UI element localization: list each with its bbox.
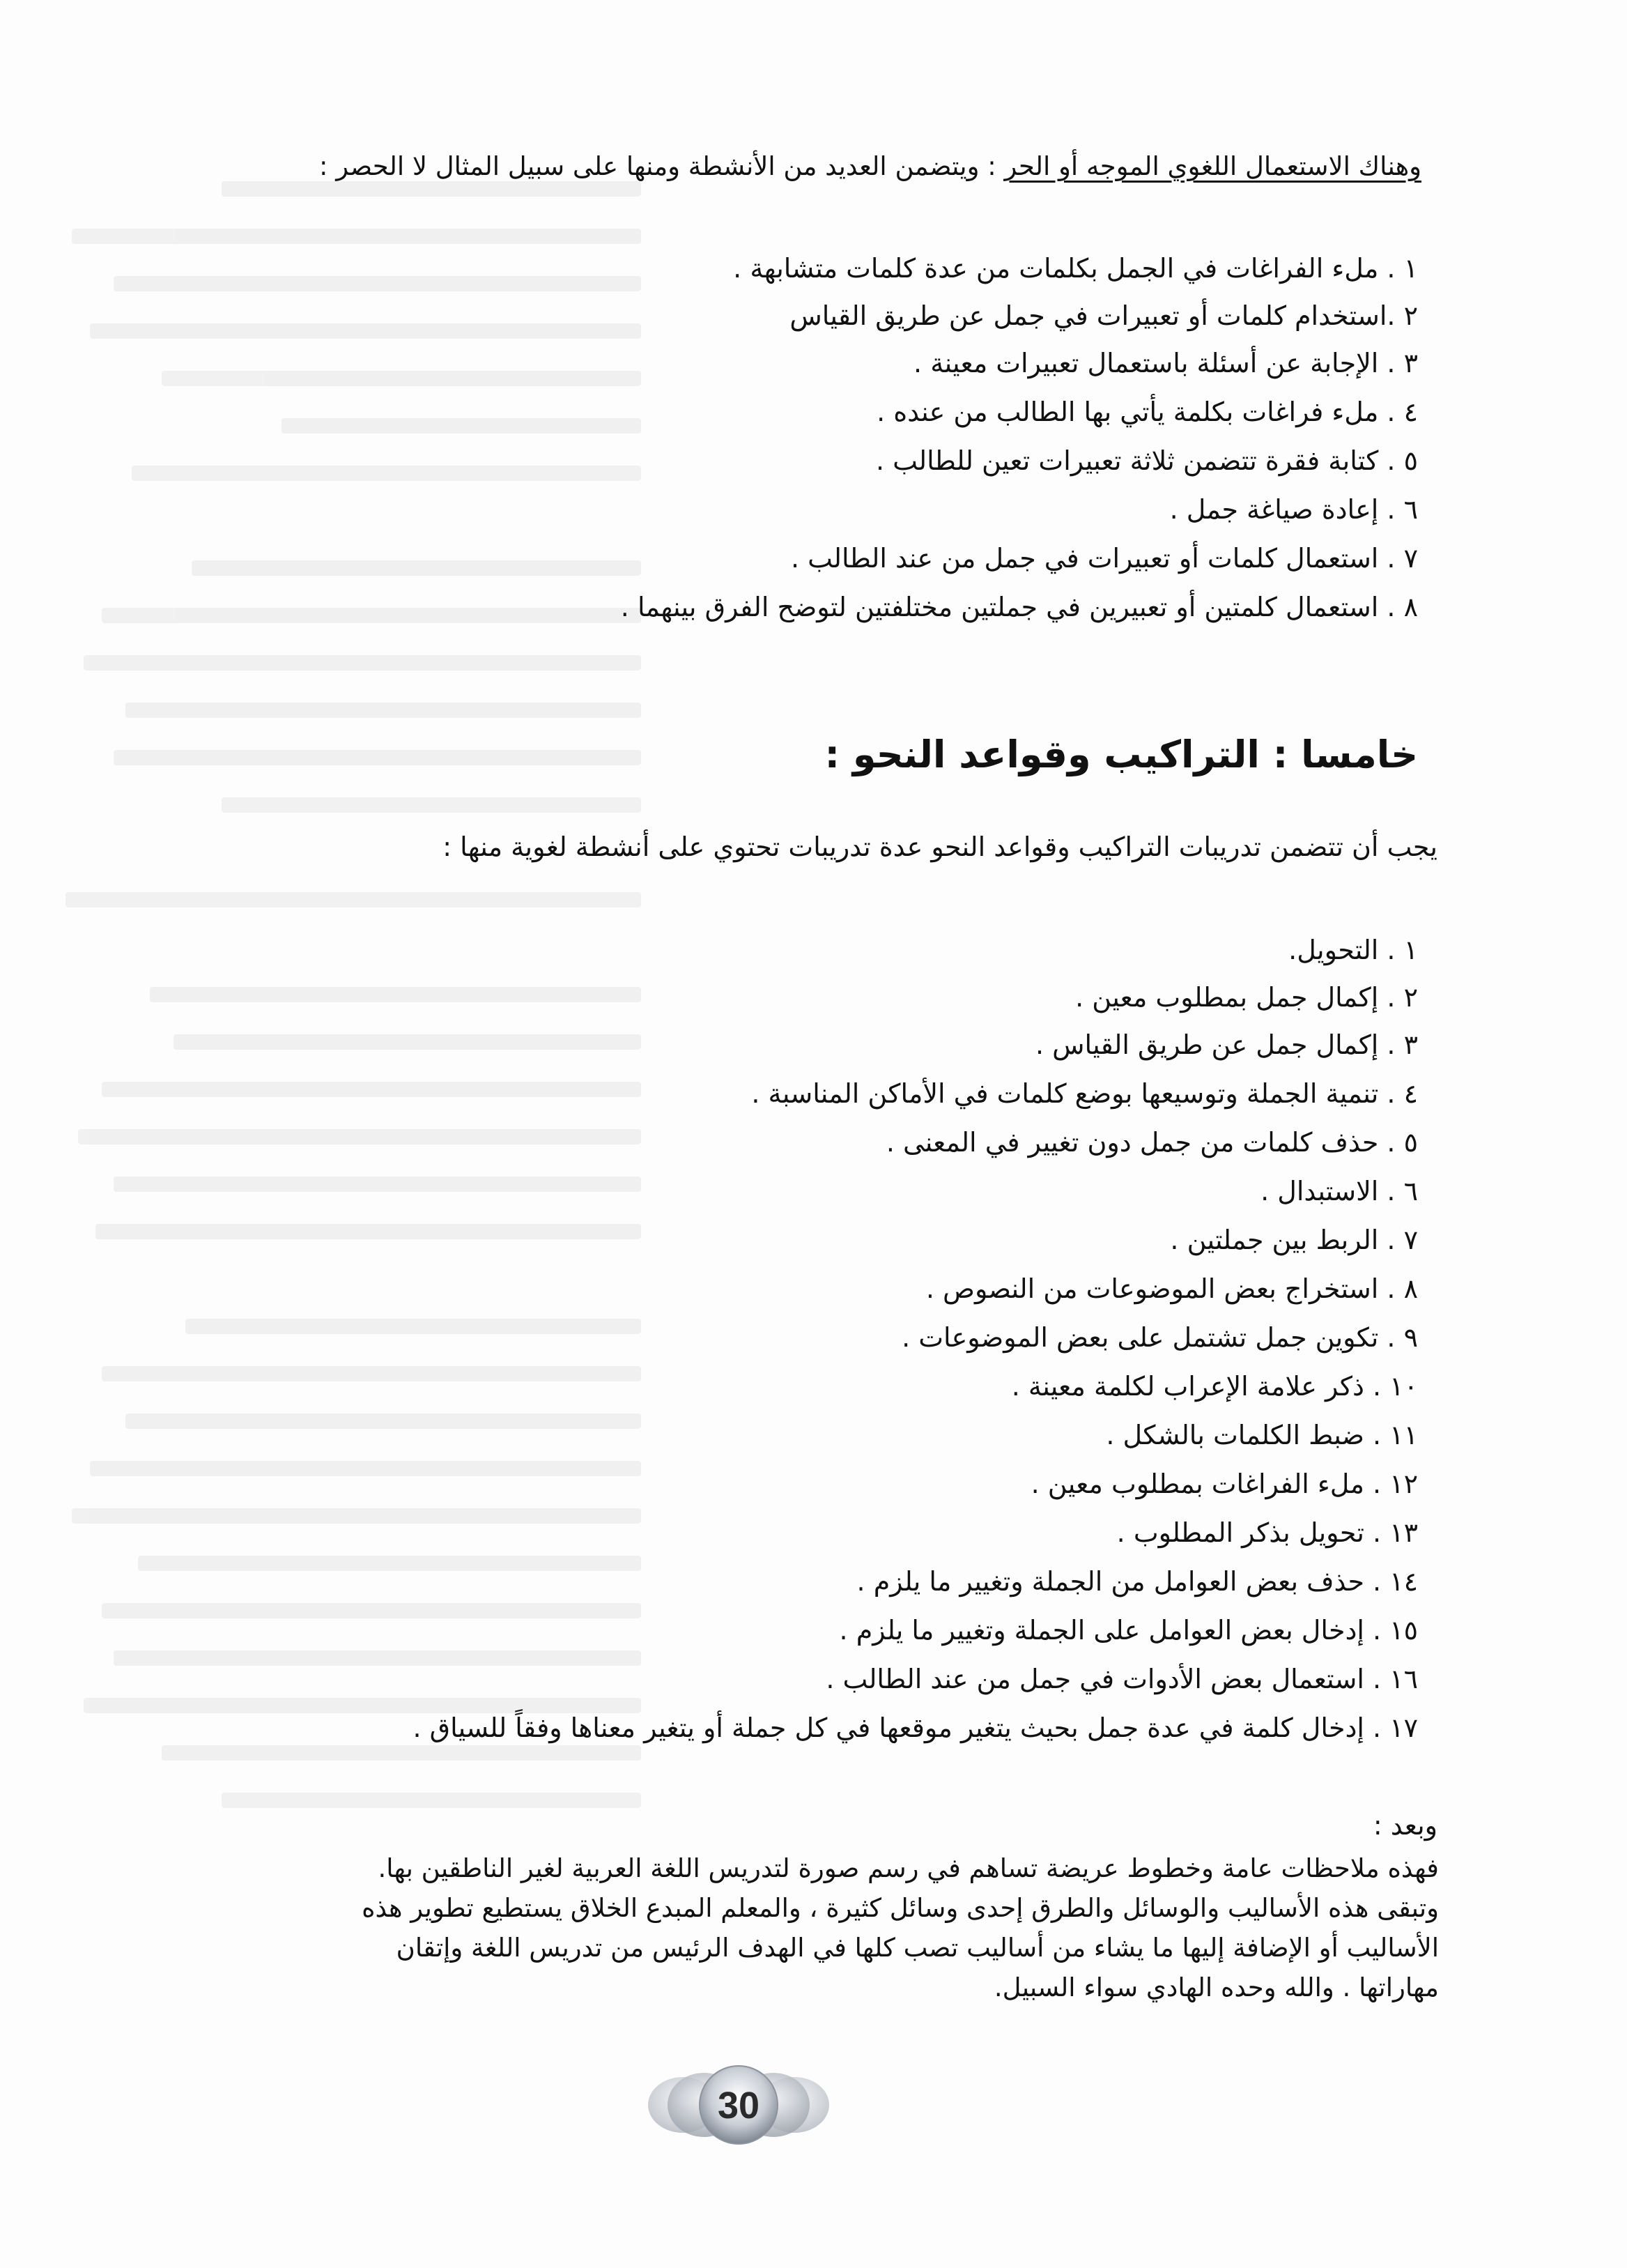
closing-line: وتبقى هذه الأساليب والوسائل والطرق إحدى وسائل كثيرة ، والمعلم المبدع الخلاق يستطيع تطوير هذه <box>362 1893 1439 1923</box>
list-b-item: ٤ . تنمية الجملة وتوسيعها بوضع كلمات في الأماكن المناسبة . <box>751 1078 1418 1109</box>
closing-line: فهذه ملاحظات عامة وخطوط عريضة تساهم في رسم صورة لتدريس اللغة العربية لغير الناطقين بها. <box>378 1853 1439 1883</box>
closing-line: مهاراتها . والله وحده الهادي سواء السبيل. <box>994 1972 1439 2002</box>
list-b-item: ١ . التحويل. <box>1288 935 1418 965</box>
list-b-item: ١٠ . ذكر علامة الإعراب لكلمة معينة . <box>1011 1371 1418 1402</box>
list-b-item: ٥ . حذف كلمات من جمل دون تغيير في المعنى . <box>886 1127 1418 1158</box>
list-b-item: ٧ . الربط بين جملتين . <box>1170 1225 1418 1255</box>
section-heading: خامسا : التراكيب وقواعد النحو : <box>824 733 1418 776</box>
list-a-item: ٢ .استخدام كلمات أو تعبيرات في جمل عن طريق القياس <box>789 300 1418 331</box>
list-a-item: ١ . ملء الفراغات في الجمل بكلمات من عدة كلمات متشابهة . <box>733 253 1418 284</box>
page-number: 30 <box>717 2085 760 2127</box>
list-b-item: ٣ . إكمال جمل عن طريق القياس . <box>1035 1029 1418 1060</box>
list-b-item: ١٣ . تحويل بذكر المطلوب . <box>1116 1517 1418 1548</box>
intro-rest: : ويتضمن العديد من الأنشطة ومنها على سبيل المثال لا الحصر : <box>318 151 996 181</box>
list-b-item: ٨ . استخراج بعض الموضوعات من النصوص . <box>925 1273 1418 1304</box>
list-b-item: ١١ . ضبط الكلمات بالشكل . <box>1106 1420 1418 1450</box>
list-b-item: ٦ . الاستبدال . <box>1260 1176 1418 1206</box>
list-b-item: ٢ . إكمال جمل بمطلوب معين . <box>1075 982 1418 1013</box>
list-a-item: ٧ . استعمال كلمات أو تعبيرات في جمل من عند الطالب . <box>790 543 1418 574</box>
list-a-item: ٤ . ملء فراغات بكلمة يأتي بها الطالب من عنده . <box>877 397 1418 427</box>
section-lead: يجب أن تتضمن تدريبات التراكيب وقواعد النحو عدة تدريبات تحتوي على أنشطة لغوية منها : <box>442 832 1437 862</box>
list-b-item: ٩ . تكوين جمل تشتمل على بعض الموضوعات . <box>902 1322 1418 1353</box>
closing-line: الأساليب أو الإضافة إليها ما يشاء من أساليب تصب كلها في الهدف الرئيس من تدريس اللغة وإتقان <box>396 1933 1439 1963</box>
intro-paragraph <box>319 149 1421 184</box>
list-b-item: ١٢ . ملء الفراغات بمطلوب معين . <box>1031 1469 1418 1499</box>
list-a-item: ٨ . استعمال كلمتين أو تعبيرين في جملتين مختلفتين لتوضح الفرق بينهما . <box>620 592 1418 622</box>
page-number-badge <box>641 2063 836 2147</box>
list-a-item: ٥ . كتابة فقرة تتضمن ثلاثة تعبيرات تعين للطالب . <box>876 445 1418 476</box>
closing-paragraph <box>157 1848 1439 2007</box>
intro-underlined-phrase: وهناك الاستعمال اللغوي الموجه أو الحر <box>1004 151 1421 181</box>
list-b-item: ١٦ . استعمال بعض الأدوات في جمل من عند الطالب . <box>826 1664 1418 1694</box>
list-b-item: ١٥ . إدخال بعض العوامل على الجملة وتغيير ما يلزم . <box>839 1615 1418 1646</box>
closing-label: وبعد : <box>1373 1810 1437 1841</box>
list-b-item: ١٤ . حذف بعض العوامل من الجملة وتغيير ما يلزم . <box>856 1566 1418 1597</box>
list-a-item: ٦ . إعادة صياغة جمل . <box>1169 494 1418 525</box>
list-a-item: ٣ . الإجابة عن أسئلة باستعمال تعبيرات معينة . <box>913 348 1418 378</box>
list-b-item: ١٧ . إدخال كلمة في عدة جمل بحيث يتغير موقعها في كل جملة أو يتغير معناها وفقاً للسياق . <box>412 1713 1418 1743</box>
